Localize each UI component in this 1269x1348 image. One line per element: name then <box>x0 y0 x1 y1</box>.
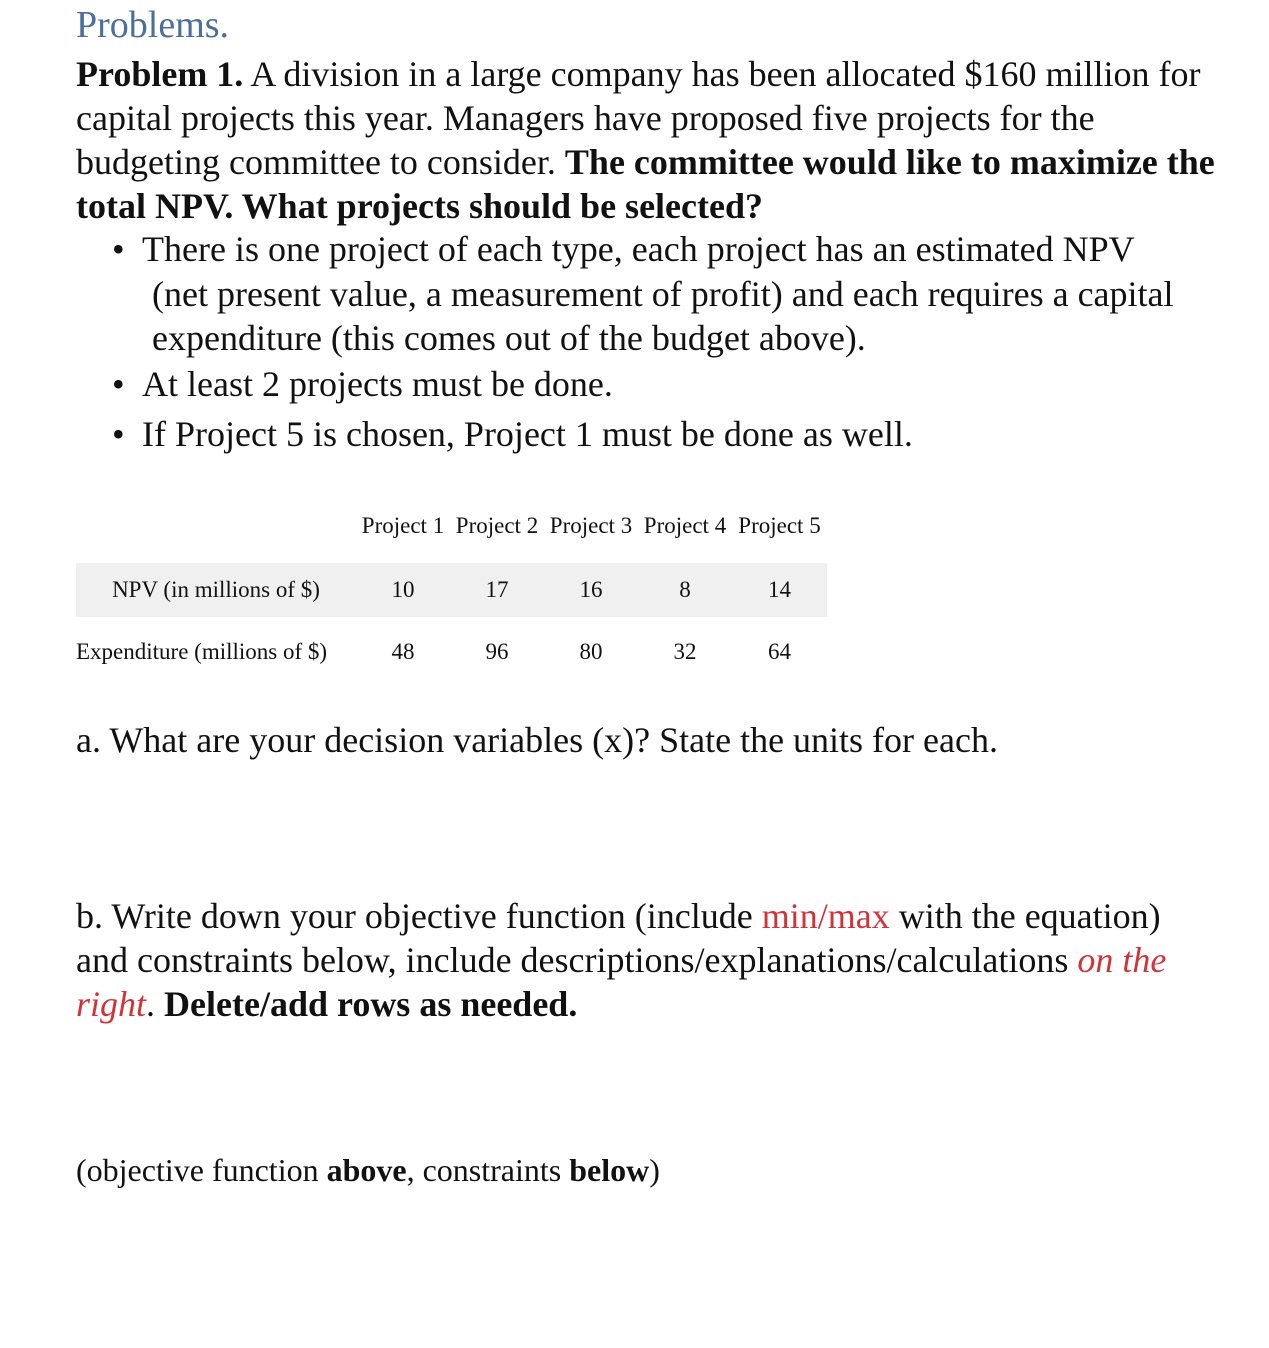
note-bold: below <box>569 1152 650 1188</box>
question-b-highlight: min/max <box>761 896 890 936</box>
bullet-dot-icon: • <box>112 414 125 454</box>
table-cell: 96 <box>485 639 509 664</box>
bullet-item <box>112 412 1232 456</box>
header-project-3: Project 3 <box>549 513 633 538</box>
problem-label: Problem 1. <box>76 54 244 94</box>
question-b <box>76 894 1196 1026</box>
question-b-text: b. Write down your objective function (include <box>76 896 762 936</box>
table-cell: 16 <box>579 577 603 602</box>
question-b-instruction: Delete/add rows as needed. <box>164 984 578 1024</box>
problem-text: A division in a large company has been allocated $160 million for capital projects this year. Managers have proposed five projects for the budgeting committee to consider. <box>76 54 1201 182</box>
bullet-item <box>112 226 1232 360</box>
problem-statement <box>76 52 1226 228</box>
header-project-4: Project 4 <box>643 513 727 538</box>
bullet-continuation: (net present value, a measurement of profit) and each requires a capital expenditure (this comes out of the budget above). <box>152 274 1174 358</box>
bullet-text: There is one project of each type, each project has an estimated NPV <box>142 229 1135 269</box>
header-project-1: Project 1 <box>361 513 445 538</box>
table-cell: 32 <box>673 639 697 664</box>
bullet-dot-icon: • <box>112 364 125 404</box>
table-cell: 80 <box>579 639 603 664</box>
table-cell: 10 <box>391 577 415 602</box>
table-cell: 8 <box>679 577 691 602</box>
question-a: a. What are your decision variables (x)? State the units for each. <box>76 720 998 760</box>
layout-note <box>76 1148 660 1192</box>
bullet-dot-icon: • <box>112 229 125 269</box>
table-cell: 64 <box>768 639 791 664</box>
table-header-row <box>76 504 827 548</box>
row-label: NPV (in millions of $) <box>112 577 320 602</box>
question-b-text: . <box>146 984 165 1024</box>
question-b-highlight: on the right <box>76 940 1167 1024</box>
table-row <box>76 625 827 679</box>
table-cell: 17 <box>485 577 509 602</box>
question-b-text: with the equation) and constraints below, include descriptions/explanations/calculations <box>76 896 1161 980</box>
problem-goal: The committee would like to maximize the total NPV. What projects should be selected? <box>76 142 1215 226</box>
header-project-5: Project 5 <box>738 513 821 538</box>
bullet-item <box>112 362 1232 406</box>
table-cell: 14 <box>768 577 791 602</box>
header-project-2: Project 2 <box>455 513 539 538</box>
bullet-text: If Project 5 is chosen, Project 1 must be done as well. <box>142 414 913 454</box>
note-bold: above <box>326 1152 407 1188</box>
bullet-list <box>112 226 1232 456</box>
note-text: , constraints <box>406 1152 570 1188</box>
note-text: ) <box>649 1152 660 1188</box>
row-label: Expenditure (millions of $) <box>76 639 328 664</box>
table-row <box>76 563 827 617</box>
note-text: (objective function <box>76 1152 327 1188</box>
section-heading: Problems. <box>76 4 230 46</box>
bullet-text: At least 2 projects must be done. <box>142 364 613 404</box>
table-cell: 48 <box>391 639 415 664</box>
